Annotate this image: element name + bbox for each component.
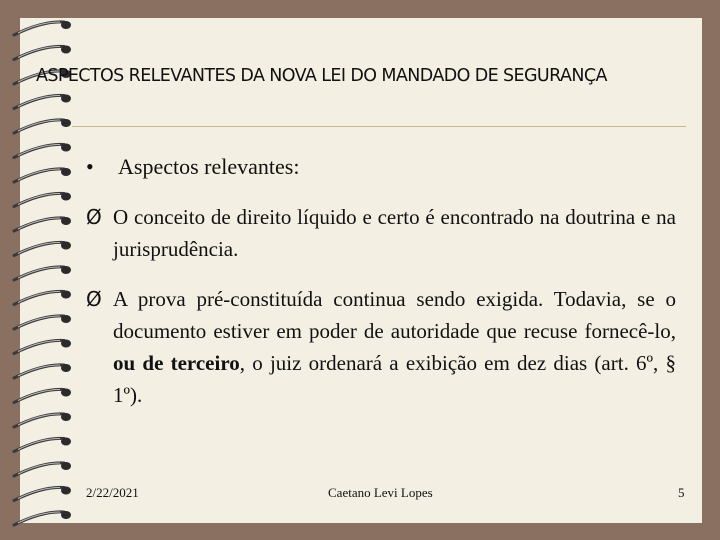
binding-ring [14, 266, 71, 280]
binding-ring [14, 438, 71, 452]
footer-author: Caetano Levi Lopes [328, 485, 433, 500]
bullet-heading [86, 154, 299, 180]
slide-title: ASPECTOS RELEVANTES DA NOVA LEI DO MANDADO DE SEGURANÇA [36, 66, 607, 86]
bullet-icon: • [86, 154, 94, 179]
arrow-bullet-icon: Ø [86, 287, 102, 311]
arrow-bullet-icon: Ø [86, 205, 102, 229]
bullet-text: Aspectos relevantes: [118, 154, 300, 179]
binding-ring [14, 340, 71, 354]
list-item [86, 283, 676, 411]
binding-ring [14, 291, 71, 305]
binding-ring [14, 168, 71, 182]
binding-ring [14, 217, 71, 231]
title-divider [72, 126, 686, 127]
binding-ring [14, 119, 71, 133]
binding-ring [14, 364, 71, 378]
binding-ring [14, 21, 71, 35]
footer-date: 2/22/2021 [86, 485, 139, 500]
footer-page-number: 5 [678, 485, 685, 500]
binding-ring [14, 413, 71, 427]
emphasis-text: ou de terceiro [113, 351, 240, 375]
binding-ring [14, 193, 71, 207]
binding-ring [14, 462, 71, 476]
slide-canvas [20, 18, 702, 523]
binding-ring [14, 487, 71, 501]
list-item-text [113, 283, 676, 411]
list-item [86, 201, 676, 265]
list-item-text-part: A prova pré-constituída continua sendo exigida. Todavia, se o documento estiver em poder de autoridade que recuse fornecê-lo, [113, 287, 676, 343]
binding-ring [14, 511, 71, 525]
binding-ring [14, 46, 71, 60]
binding-ring [14, 315, 71, 329]
list-item-text-part: , o juiz ordenará a exibição em dez dias (art. 6º, § 1º). [113, 351, 676, 407]
binding-ring [14, 389, 71, 403]
list-item-text: O conceito de direito líquido e certo é encontrado na doutrina e na jurisprudência. [113, 205, 676, 261]
binding-ring [14, 242, 71, 256]
binding-ring [14, 144, 71, 158]
binding-ring [14, 95, 71, 109]
